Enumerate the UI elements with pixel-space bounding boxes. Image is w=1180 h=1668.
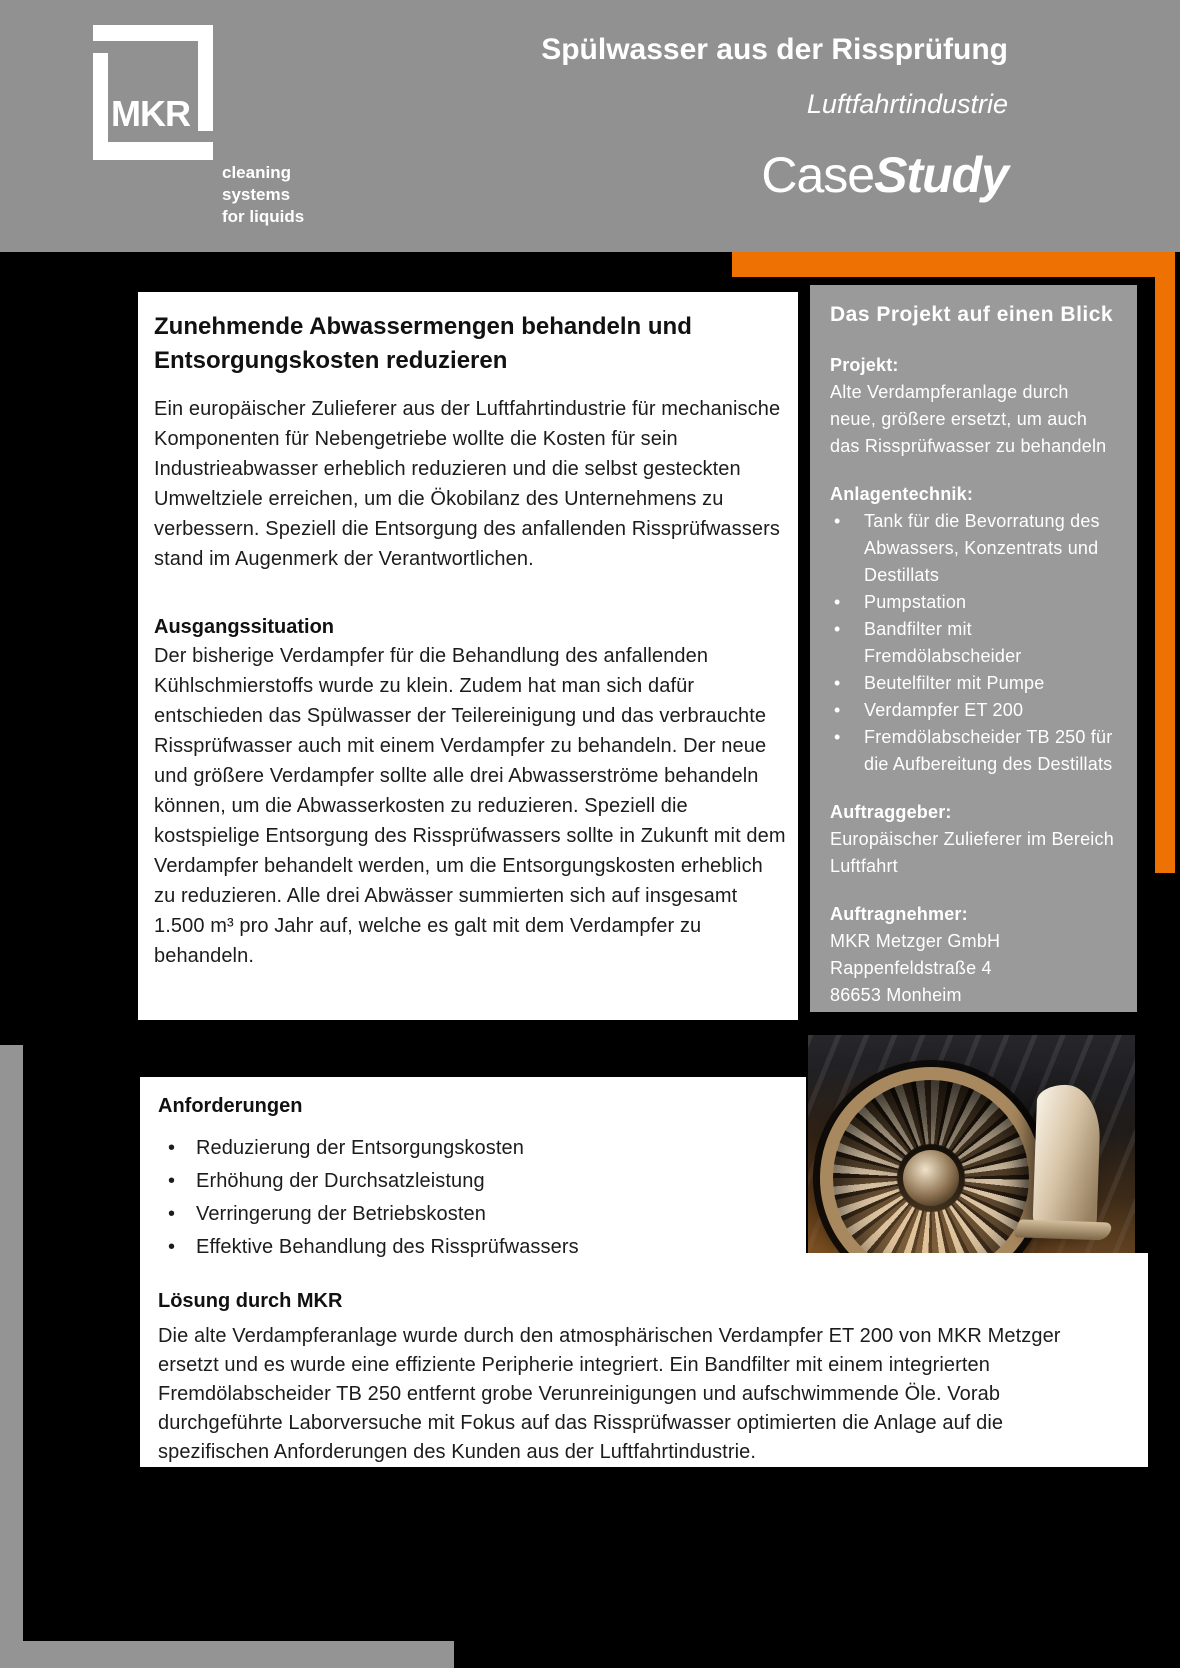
- turbine-engine-graphic: [820, 1067, 1042, 1253]
- list-item: • Verdampfer ET 200: [830, 697, 1117, 724]
- solution-paragraph: Die alte Verdampferanlage wurde durch den atmosphärischen Verdampfer ET 200 von MKR Metzger ersetzt und es wurde eine effiziente Peripherie integriert. Ein Bandfilter mit einem integrierten Fremdölabscheider TB 250 entfernt grobe Verunreinigungen und aufschwimmende Öle. Vorab durchgeführte Laborversuche mit Fokus auf das Rissprüfwasser optimierten die Anlage auf die spezifischen Anforderungen des Kunden aus der Luftfahrtindustrie.: [158, 1325, 1061, 1463]
- list-item: • Pumpstation: [830, 589, 1117, 616]
- logo-frame-bottom: [93, 142, 213, 160]
- case-label-normal: Case: [761, 147, 875, 203]
- case-label-bold: Study: [874, 147, 1008, 203]
- list-item: • Beutelfilter mit Pumpe: [830, 670, 1117, 697]
- list-item: • Fremdölabscheider TB 250 für die Aufbereitung des Destillats: [830, 724, 1117, 778]
- contractor-address: [830, 928, 1117, 1009]
- contractor-label: Auftragnehmer:: [830, 904, 968, 924]
- logo-frame-left: [93, 53, 108, 160]
- logo-wordmark: MKR: [111, 93, 190, 134]
- ausgangssituation-paragraph: Der bisherige Verdampfer für die Behandlung des anfallenden Kühlschmierstoffs wurde zu klein. Zudem hat man sich dafür entschieden das Spülwasser der Teilereinigung und das verbrauchte Rissprüfwasser auch mit einem Verdampfer zu behandeln. Der neue und größere Verdampfer sollte alle drei Abwasserströme behandeln können, um die Abwasserkosten zu reduzieren. Speziell die kostspielige Entsorgung des Rissprüfwassers sollte in Zukunft mit dem Verdampfer behandelt werden, um die Entsorgungskosten erheblich zu reduzieren. Alle drei Abwässer summierten sich auf insgesamt 1.500 m³ pro Jahr auf, welche es galt mit dem Verdampfer zu behandeln.: [154, 645, 786, 967]
- solution-title: Lösung durch MKR: [158, 1290, 343, 1312]
- fan-blade-graphic: [1033, 1084, 1102, 1228]
- list-item: 86653 Monheim: [830, 985, 962, 1005]
- main-headline: Zunehmende Abwassermengen behandeln und Entsorgungskosten reduzieren: [154, 313, 692, 374]
- client-text: Europäischer Zulieferer im Bereich Luftfahrt: [830, 829, 1114, 876]
- header-titles: [541, 33, 1008, 204]
- left-gray-strip: [0, 1045, 23, 1668]
- logo-frame-right: [198, 25, 213, 131]
- project-overview-panel: [810, 285, 1137, 1012]
- tech-list: [830, 508, 1117, 778]
- logo-tagline: [222, 162, 304, 228]
- logo-frame-top: [93, 25, 213, 41]
- orange-accent-bar: [1155, 252, 1175, 873]
- mkr-logo: [93, 25, 213, 160]
- tech-label: Anlagentechnik:: [830, 484, 974, 504]
- client-label: Auftraggeber:: [830, 802, 952, 822]
- list-item: • Verringerung der Betriebskosten: [158, 1198, 806, 1231]
- header-banner: [0, 0, 1180, 252]
- list-item: for liquids: [222, 207, 305, 226]
- industry-subtitle: Luftfahrtindustrie: [806, 89, 1008, 119]
- project-text: Alte Verdampferanlage durch neue, größere ersetzt, um auch das Rissprüfwasser zu behandeln: [830, 382, 1107, 456]
- list-item: • Effektive Behandlung des Rissprüfwassers: [158, 1231, 806, 1264]
- list-item: • Tank für die Bevorratung des Abwassers, Konzentrats und Destillats: [830, 508, 1117, 589]
- list-item: MKR Metzger GmbH: [830, 931, 1001, 951]
- list-item: systems: [222, 185, 291, 204]
- jet-engine-photo: [808, 1035, 1135, 1253]
- solution-section: [158, 1290, 1120, 1467]
- list-item: Rappenfeldstraße 4: [830, 958, 992, 978]
- bottom-gray-strip: [0, 1641, 454, 1668]
- section-title-ausgangssituation: Ausgangssituation: [154, 616, 335, 638]
- document-title: Spülwasser aus der Rissprüfung: [541, 33, 1008, 66]
- requirements-title: Anforderungen: [158, 1095, 303, 1117]
- main-text-panel: [138, 292, 798, 1020]
- orange-accent-band: [732, 252, 1175, 277]
- list-item: • Bandfilter mit Fremdölabscheider: [830, 616, 1117, 670]
- project-label: Projekt:: [830, 355, 899, 375]
- sidebar-title: Das Projekt auf einen Blick: [830, 303, 1114, 326]
- list-item: • Erhöhung der Durchsatzleistung: [158, 1165, 806, 1198]
- list-item: cleaning: [222, 163, 291, 182]
- intro-paragraph: Ein europäischer Zulieferer aus der Luftfahrtindustrie für mechanische Komponenten für Nebengetriebe wollte die Kosten für sein Industrieabwasser erheblich reduzieren und die selbst gesteckten Umweltziele erreichen, um die Ökobilanz des Unternehmens zu verbessern. Speziell die Entsorgung des anfallenden Rissprüfwassers stand im Augenmerk der Verantwortlichen.: [154, 398, 781, 570]
- requirements-list: [158, 1132, 806, 1264]
- case-study-label: [541, 146, 1008, 204]
- list-item: • Reduzierung der Entsorgungskosten: [158, 1132, 806, 1165]
